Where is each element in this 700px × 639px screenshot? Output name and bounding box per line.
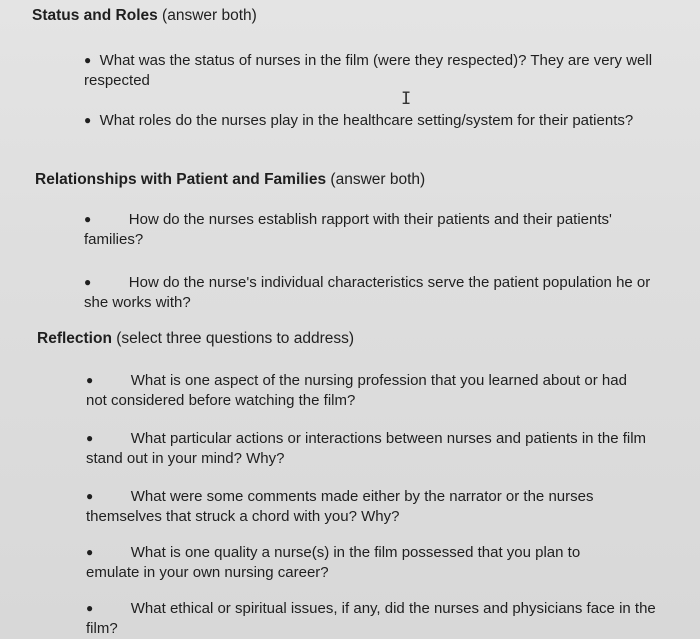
bullet-icon: ● <box>84 113 92 127</box>
question-item: ● What were some comments made either by the narrator or the nurses themselves that struck a chord with you? Why? <box>86 488 594 525</box>
question-item: ● What particular actions or interactions between nurses and patients in the film stand out in your mind? Why? <box>86 430 647 467</box>
bullet-icon: ● <box>86 431 94 445</box>
question-item: ● What roles do the nurses play in the healthcare setting/system for their patients? <box>84 112 634 129</box>
question-item: ● What is one aspect of the nursing profession that you learned about or had not considered before watching the film? <box>86 372 627 409</box>
question-item: ● What is one quality a nurse(s) in the film possessed that you plan to emulate in your own nursing career? <box>86 544 581 581</box>
bullet-icon: ● <box>86 545 94 559</box>
bullet-icon: ● <box>84 53 92 67</box>
question-item: ● What was the status of nurses in the film (were they respected)? They are very well respected <box>84 52 653 89</box>
section-heading-reflection: Reflection (select three questions to address) <box>37 330 355 347</box>
question-item: ● How do the nurses establish rapport with their patients and their patients' families? <box>84 211 612 248</box>
text-cursor-icon: I <box>401 89 412 109</box>
section-heading-relationships: Relationships with Patient and Families (answer both) <box>35 171 426 188</box>
bullet-icon: ● <box>86 489 94 503</box>
bullet-icon: ● <box>86 601 94 615</box>
section-heading-status-roles: Status and Roles (answer both) <box>32 7 257 24</box>
bullet-icon: ● <box>84 275 92 289</box>
bullet-icon: ● <box>84 212 92 226</box>
bullet-icon: ● <box>86 373 94 387</box>
question-item: ● What ethical or spiritual issues, if any, did the nurses and physicians face in the film? <box>86 600 656 637</box>
question-item: ● How do the nurse's individual characteristics serve the patient population he or she works with? <box>84 274 651 311</box>
